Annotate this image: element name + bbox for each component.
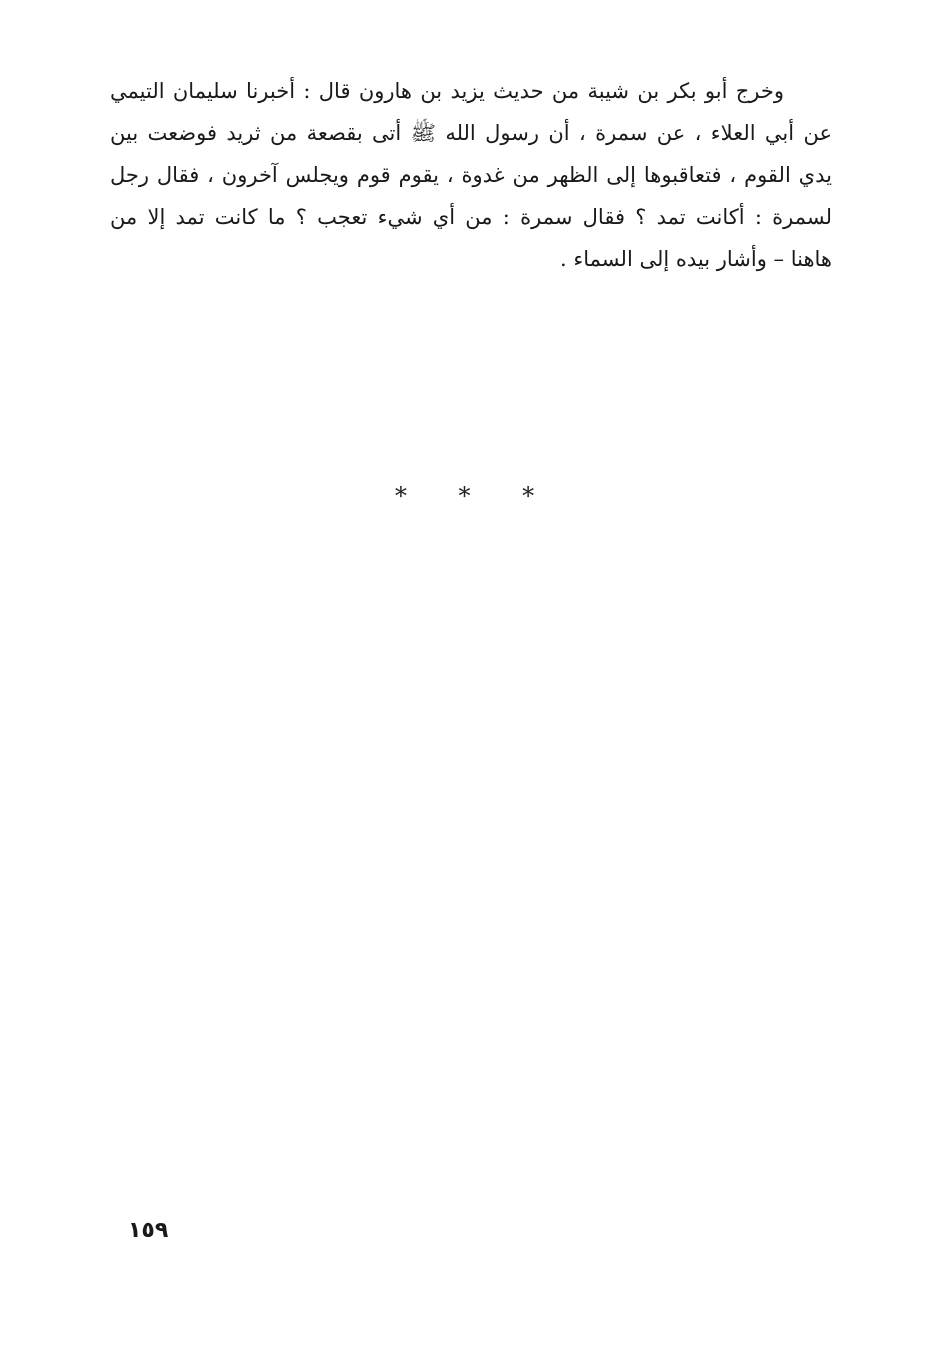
text-line: هاهنا – وأشار بيده إلى السماء .	[560, 247, 832, 271]
text-line: عن أبي العلاء ، عن سمرة ، أن رسول الله ﷺ أتى بقصعة من ثريد فوضعت بين	[110, 121, 832, 145]
text-line: يدي القوم ، فتعاقبوها إلى الظهر من غدوة ، يقوم قوم ويجلس آخرون ، فقال رجل	[110, 163, 832, 187]
section-separator: * * *	[394, 482, 557, 510]
text-line: لسمرة : أكانت تمد ؟ فقال سمرة : من أي شيء تعجب ؟ ما كانت تمد إلا من	[110, 205, 832, 229]
hadith-paragraph	[110, 70, 832, 280]
text-line: وخرج أبو بكر بن شيبة من حديث يزيد بن هارون قال : أخبرنا سليمان التيمي	[110, 79, 784, 103]
page-number: ١٥٩	[128, 1218, 169, 1243]
